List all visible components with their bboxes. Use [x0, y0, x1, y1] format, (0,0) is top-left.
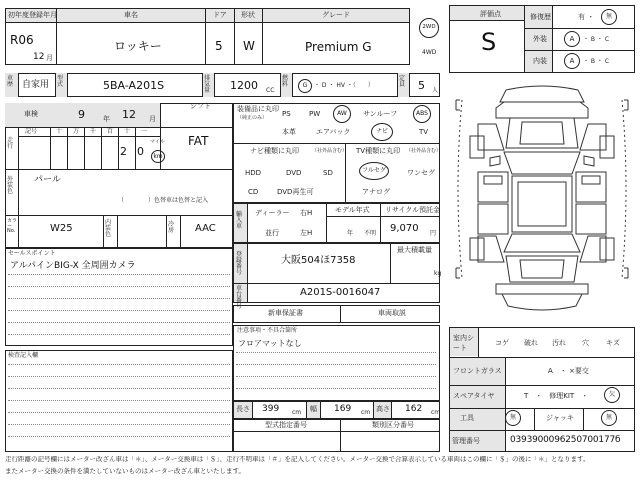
import-dealer: ディーラー [255, 209, 290, 217]
recycle-label: リサイクル預託金 [385, 206, 441, 214]
equip-pw: PW [309, 110, 321, 118]
tv-analog: アナログ [362, 188, 390, 196]
length-value: 399 [262, 404, 280, 414]
mileage-digit-2: 0 [137, 145, 144, 158]
color-no-value: W25 [50, 223, 73, 234]
mileage-unit-5: 一 [141, 128, 148, 135]
repair-none-circled: 無 [601, 9, 617, 25]
navi-dvd-playback: DVD再生可 [277, 188, 314, 196]
navi-sd: SD [323, 169, 333, 177]
seat-burn: コゲ [495, 339, 509, 347]
car-name: ロッキー [114, 39, 162, 53]
owner-manual: 車両取説 [378, 309, 406, 317]
footer-note-1: 走行距離の記号欄にはメーター改ざん車は「＊」、メーター交換車は「＄」、走行不明車は「＃」を記入してください。メーター交換で合算表示している車両はこの欄に「＄」の後に「＊」となります。 [5, 456, 590, 463]
color-value: パール [34, 175, 61, 185]
inspector-notes-label: 検査記入欄 [8, 352, 39, 359]
inspection-year: 9 [78, 108, 85, 121]
equip-abs-circled: ABS [413, 105, 431, 123]
mileage-side-label: 走行 [7, 137, 14, 150]
equip-tv: TV [419, 128, 429, 136]
caution-label: 注意事項・不具合箇所 [237, 327, 298, 334]
equip-sunroof: サンルーフ [363, 110, 398, 118]
car-name-label: 車名 [124, 11, 138, 19]
reg-month: 12 [33, 52, 45, 62]
model-year-label: モデル年式 [335, 206, 370, 214]
color-change-note: （ ）色替車は色替と記入 [118, 197, 209, 204]
capacity-label: 定員 [399, 75, 406, 88]
color-no-label: カラーNo. [7, 218, 18, 234]
doors-value: 5 [215, 39, 223, 53]
interior-color-label: 内装色 [105, 219, 112, 238]
seat-tear: 破れ [524, 339, 538, 347]
spare-tire-options: T ・ 修理KIT ・ [524, 392, 589, 400]
height-value: 162 [405, 404, 423, 414]
width-label: 幅 [310, 405, 317, 413]
warranty-row [233, 305, 440, 323]
car-damage-diagram [448, 78, 636, 322]
classification-label: 類別区分番号 [372, 421, 414, 429]
seat-stain: 汚れ [552, 339, 566, 347]
sales-point-text: アルパインBIG-X 全周囲カメラ [10, 261, 136, 271]
new-car-warranty: 新車保証書 [268, 309, 303, 317]
score-label: 評価点 [480, 10, 501, 18]
chassis-label: 車台番号 [236, 285, 243, 310]
tools-label: 工具 [460, 414, 474, 422]
shift-value: FAT [188, 134, 209, 148]
grade-label: グレード [322, 11, 350, 19]
recycle-value: 9,070 [390, 223, 419, 234]
seat-hole: 穴 [582, 339, 589, 347]
equip-ps: PS [282, 110, 291, 118]
caution-text: フロアマットなし [238, 339, 302, 348]
inspection-label: 車検 [24, 110, 38, 118]
spare-tire-label: スペアタイヤ [453, 392, 495, 400]
tv-type-label: TV種類に丸印 [356, 147, 401, 155]
management-no-value: 0393900096250700177б [510, 435, 621, 445]
interior-seat-label: 室内シート [453, 334, 474, 352]
type-designation-label: 型式指定番号 [265, 421, 307, 429]
width-value: 169 [334, 404, 352, 414]
aircon-value: AAC [195, 223, 216, 234]
mileage-unit-1: 万 [73, 128, 80, 135]
mileage-digit-1: 2 [120, 145, 127, 158]
max-load-label: 最大積載量 [397, 246, 432, 254]
interior-grade-a-circled: A [564, 53, 580, 69]
equip-aw-circled: AW [333, 105, 351, 123]
doors-label: ドア [213, 11, 227, 19]
repair-history-label: 修復歴 [530, 13, 551, 21]
equip-airbag: エアバック [316, 128, 351, 136]
reg-month-unit: 月 [46, 54, 53, 62]
seat-scratch: キズ [606, 339, 620, 347]
navi-hdd: HDD [245, 169, 262, 177]
mileage-unit-3: 百 [107, 128, 114, 135]
reg-year: R06 [10, 33, 34, 47]
front-glass-value: A ・ ×要交 [548, 367, 589, 375]
length-label: 長さ [236, 405, 250, 413]
shape-value: W [243, 39, 255, 53]
model-code: 5BA-A201S [103, 79, 165, 92]
interior-grade-label: 内装 [533, 57, 547, 65]
jack-label: ジャッキ [546, 414, 574, 422]
interior-grade-options: ・ B ・ C [583, 58, 610, 65]
tv-oneseg: ワンセグ [407, 169, 435, 177]
exterior-grade-label: 外装 [533, 35, 547, 43]
fuel-gasoline-circled: G [298, 79, 312, 93]
equip-navi-circled: ナビ [371, 123, 393, 141]
usage-label: 車歴 [7, 75, 14, 88]
mileage-symbol-label: 記号 [25, 128, 38, 135]
cc-unit: CC [266, 87, 275, 94]
management-no-label: 管理番号 [452, 437, 480, 445]
grade-value: Premium G [305, 40, 372, 54]
import-parallel: 並行 [265, 229, 279, 237]
model-year-unknown: 不明 [364, 230, 377, 237]
fuel-label: 燃料 [282, 75, 289, 88]
tv-fullseg-circled: フルセグ [359, 162, 389, 180]
import-right-hand: 右H [300, 209, 313, 217]
import-left-hand: 左H [300, 229, 313, 237]
spare-tire-none-circled: 欠 [604, 387, 620, 403]
displacement-label: 排気量 [204, 75, 211, 94]
navi-cd: CD [248, 188, 259, 196]
person-unit: 人 [432, 87, 439, 94]
shape-label: 形状 [241, 11, 255, 19]
exterior-grade-options: ・ B ・ C [583, 36, 610, 43]
color-label: 外装色 [7, 176, 14, 195]
footer-note-2: またメーター交換の条件を満たしていないものはメーター改ざん車といたします。 [5, 467, 245, 475]
shift-label: シフト [190, 102, 211, 110]
inspection-month: 12 [122, 108, 136, 121]
score-value: S [481, 28, 497, 56]
equipment-sub: （純正のみ） [237, 115, 268, 121]
displacement-value: 1200 [230, 79, 258, 92]
first-reg-label: 初年度登録年月 [8, 11, 57, 19]
registration-row [5, 73, 440, 97]
height-label: 高さ [376, 405, 390, 413]
navi-type-label: ナビ種類に丸印 [250, 147, 299, 155]
repair-history-options: 有 ・ [578, 13, 595, 21]
mileage-unit-4: 十 [124, 128, 131, 135]
mile-unit: マイル [150, 139, 165, 145]
sales-point-label: セールスポイント [8, 250, 56, 257]
front-glass-label: フロントガラス [453, 367, 502, 375]
fuel-options: ・ D ・ HV ・（ ） [314, 82, 374, 89]
tools-none-circled: 無 [505, 410, 521, 426]
plate-value: 大阪504ほ7358 [281, 255, 356, 266]
exterior-grade-a-circled: A [564, 31, 580, 47]
usage-value: 自家用 [22, 80, 50, 90]
drive-4wd: 4WD [422, 49, 437, 56]
navi-dvd: DVD [286, 169, 302, 177]
equipment-label: 装備品に丸印 [237, 105, 279, 113]
equip-leather: 本革 [282, 128, 296, 136]
capacity-value: 5 [418, 79, 425, 92]
jack-none-circled: 無 [601, 410, 617, 426]
mileage-unit-2: 千 [90, 128, 97, 135]
import-label: 輸入車 [236, 211, 243, 230]
caution-box [233, 325, 440, 401]
mileage-unit-0: 十 [56, 128, 63, 135]
model-label: 型式 [57, 75, 64, 88]
drive-2wd-circled: 2WD [419, 18, 439, 38]
plate-label: 登録番号 [236, 251, 243, 276]
aircon-label: 冷房 [168, 221, 175, 234]
km-unit-circled: km [151, 150, 165, 163]
chassis-value: A201S-0016047 [300, 287, 381, 298]
